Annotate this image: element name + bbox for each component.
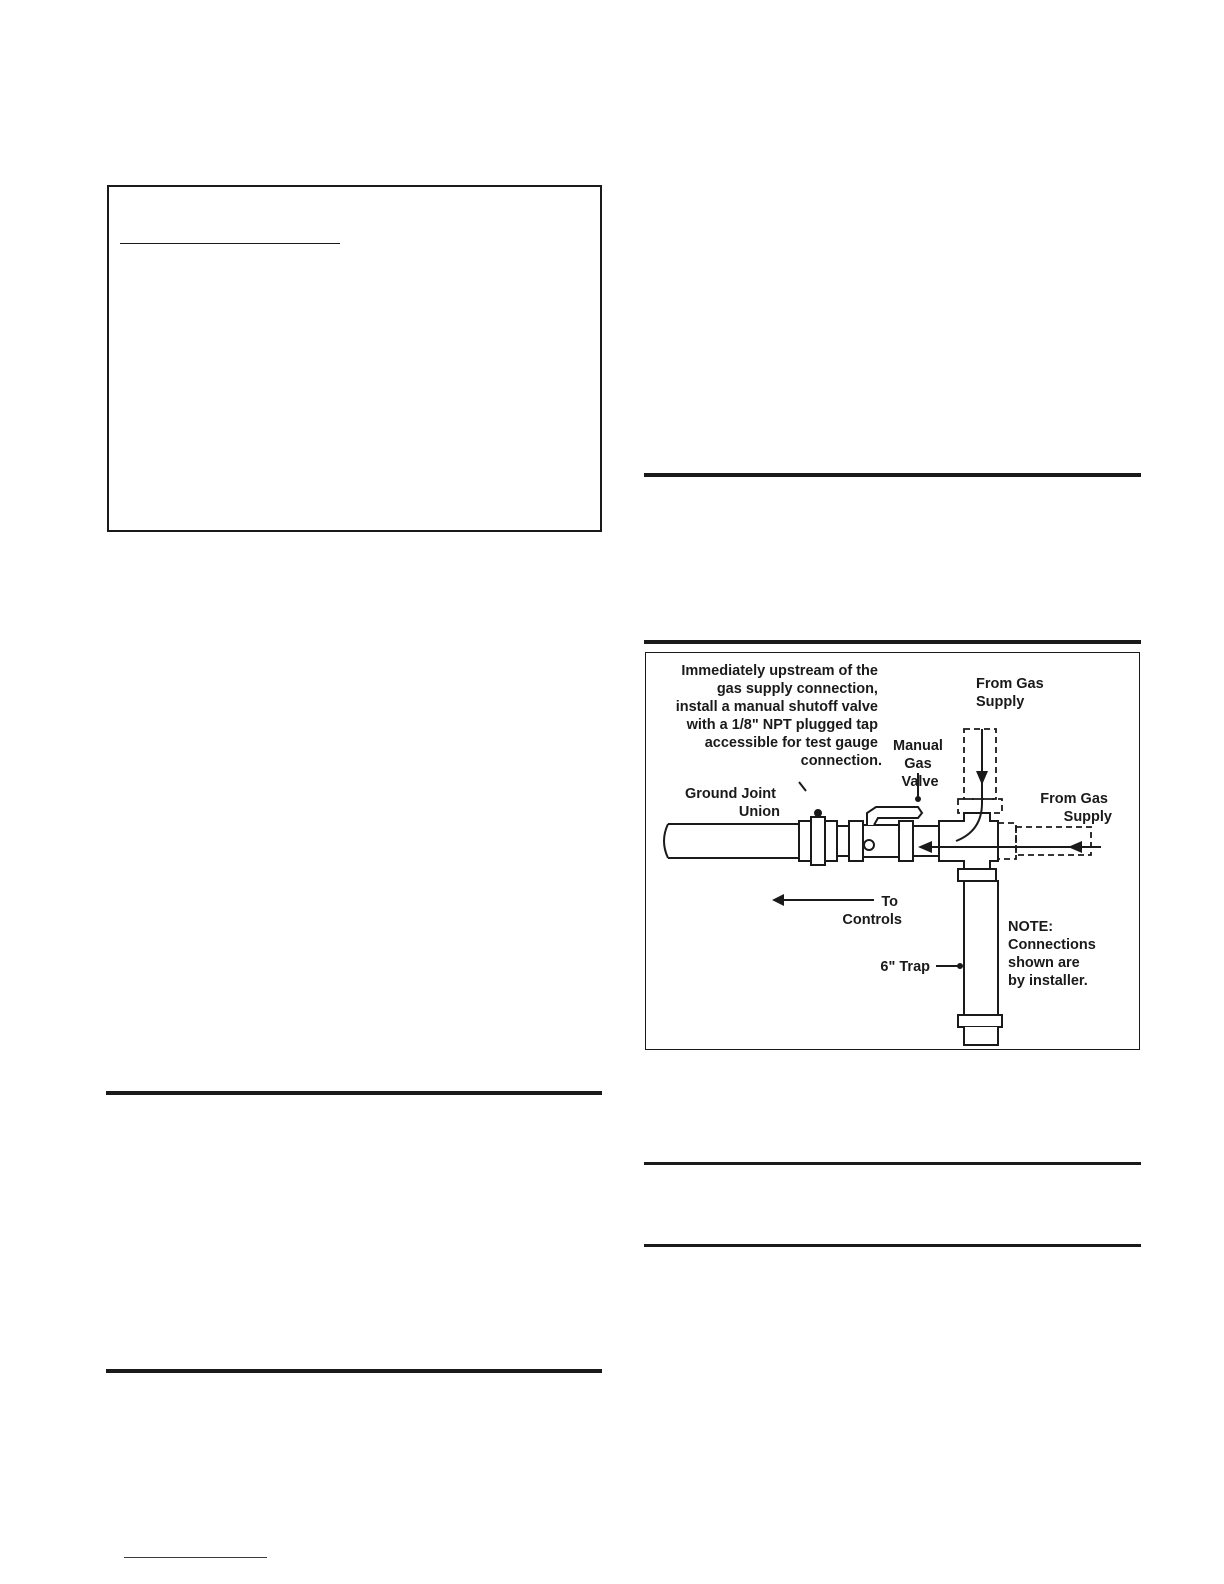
alt-supply-coupling-right [998, 823, 1016, 859]
callout-upstream: Immediately upstream of the gas supply connection, install a manual shutoff valve with a 1/8" NPT plugged tap accessible for test gauge connection. [675, 663, 882, 769]
alt-supply-elbow-top [958, 799, 1002, 813]
main-pipe [668, 824, 799, 858]
pipe-nipple [837, 826, 849, 856]
notice-heading-underline [120, 243, 340, 244]
section-rule [106, 1091, 602, 1095]
gas-piping-figure [645, 652, 1140, 1050]
label-from-gas-supply-right: From Gas Supply [1040, 791, 1112, 825]
label-from-gas-supply-top: From Gas Supply [976, 676, 1044, 710]
valve-end-right [899, 821, 913, 861]
notice-box [107, 185, 602, 532]
union-nut-right [825, 821, 837, 861]
to-controls-arrowhead [772, 894, 784, 906]
pipe-nipple [913, 826, 939, 856]
trap-cap [964, 1027, 998, 1045]
trap-coupling-top [958, 869, 996, 881]
tee-fitting [939, 813, 998, 869]
section-rule [644, 473, 1141, 477]
section-rule [644, 1244, 1141, 1247]
valve-leader-dot [915, 796, 921, 802]
valve-tap [864, 840, 874, 850]
gas-piping-diagram [646, 653, 1141, 1051]
trap-pipe [964, 881, 998, 1015]
label-trap: 6" Trap [880, 959, 930, 975]
union-leader [799, 782, 806, 791]
label-note: NOTE: Connections shown are by installer. [1008, 919, 1096, 989]
union-nut-center [811, 817, 825, 865]
section-rule [644, 1162, 1141, 1165]
trap-coupling-bottom [958, 1015, 1002, 1027]
label-ground-joint-union: Ground Joint Union [684, 786, 780, 820]
flow-arrow-left [1068, 841, 1082, 853]
section-rule [106, 1369, 602, 1373]
pipe-end [664, 824, 668, 858]
valve-end-left [849, 821, 863, 861]
label-to-controls: To Controls [842, 894, 902, 928]
footer-link-underline [124, 1557, 267, 1558]
union-dot [815, 810, 821, 816]
label-manual-gas-valve: Manual Gas Valve [893, 738, 943, 790]
union-nut-left [799, 821, 811, 861]
alt-supply-pipe-top [964, 729, 996, 799]
trap-leader-dot [957, 963, 963, 969]
flow-arrow-down [976, 771, 988, 785]
figure-top-rule [644, 640, 1141, 644]
